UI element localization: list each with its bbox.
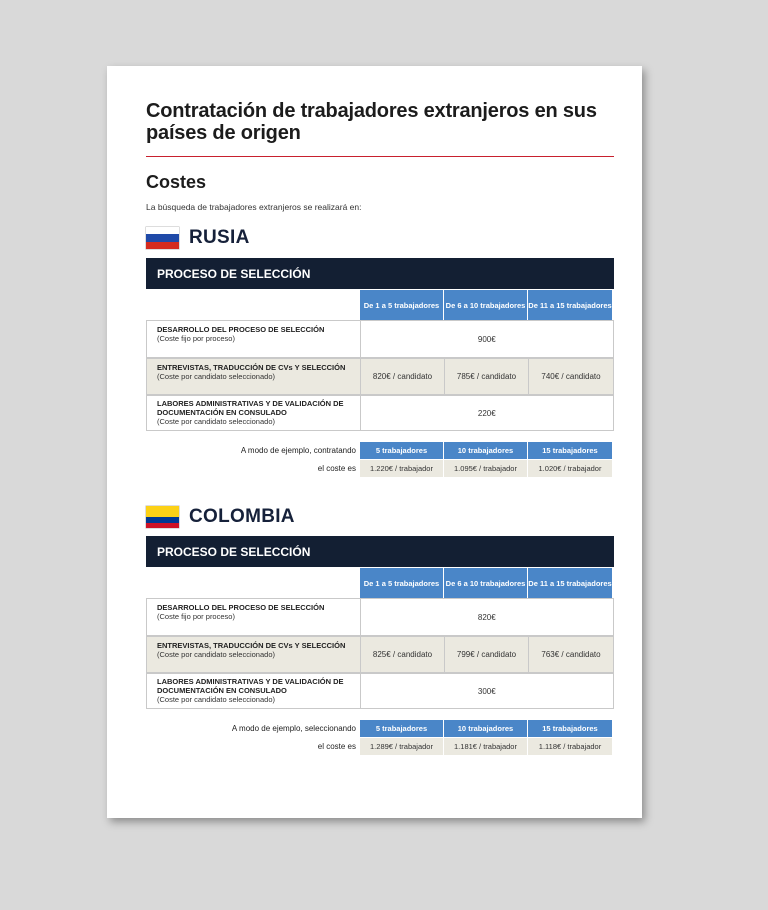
table-header <box>360 568 612 598</box>
row-title: DESARROLLO DEL PROCESO DE SELECCIÓN <box>157 325 325 334</box>
table-row <box>146 636 614 673</box>
row-label <box>147 674 361 708</box>
example-values-row <box>146 738 614 755</box>
table-row <box>146 598 614 636</box>
row-title: ENTREVISTAS, TRADUCCIÓN DE CVs Y SELECCIÓN <box>157 641 346 650</box>
row-title: LABORES ADMINISTRATIVAS Y DE VALIDACIÓN DE DOCUMENTACIÓN EN CONSULADO <box>157 399 344 417</box>
example-header: 5 trabajadores <box>360 442 444 459</box>
example-header-row <box>146 442 614 459</box>
example-header: 5 trabajadores <box>360 720 444 737</box>
example-value: 1.095€ / trabajador <box>444 460 528 477</box>
row-label <box>147 599 361 635</box>
table-cell: 785€ / candidato <box>445 359 529 394</box>
page-title: Contratación de trabajadores extranjeros en sus países de origen <box>146 100 597 144</box>
intro-text: La búsqueda de trabajadores extranjeros se realizará en: <box>146 202 362 212</box>
row-label <box>147 359 361 394</box>
example-header: 15 trabajadores <box>528 442 612 459</box>
column-header: De 6 a 10 trabajadores <box>444 290 528 320</box>
table-row <box>146 673 614 709</box>
table-cell: 300€ <box>477 686 496 696</box>
table-row <box>146 358 614 395</box>
example-value: 1.289€ / trabajador <box>360 738 444 755</box>
colombia-flag-icon <box>146 506 179 528</box>
column-header: De 1 a 5 trabajadores <box>360 290 444 320</box>
row-subtitle: (Coste fijo por proceso) <box>157 334 235 343</box>
example-label: A modo de ejemplo, contratando <box>240 446 356 455</box>
example-value: 1.181€ / trabajador <box>444 738 528 755</box>
table-cell: 900€ <box>477 334 496 344</box>
table-cell: 799€ / candidato <box>445 637 529 672</box>
row-label <box>147 637 361 672</box>
column-header: De 1 a 5 trabajadores <box>360 568 444 598</box>
country-heading-colombia <box>146 505 295 529</box>
row-subtitle: (Coste fijo por proceso) <box>157 612 235 621</box>
country-name: COLOMBIA <box>189 506 295 527</box>
russia-flag-icon <box>146 227 179 249</box>
table-cell: 740€ / candidato <box>541 372 601 381</box>
row-label <box>147 321 361 357</box>
row-subtitle: (Coste por candidato seleccionado) <box>157 650 275 659</box>
row-title: ENTREVISTAS, TRADUCCIÓN DE CVs Y SELECCIÓN <box>157 363 346 372</box>
country-heading-rusia <box>146 226 250 250</box>
row-title: DESARROLLO DEL PROCESO DE SELECCIÓN <box>157 603 325 612</box>
example-values-row <box>146 460 614 477</box>
example-value: 1.118€ / trabajador <box>528 738 612 755</box>
example-value: 1.220€ / trabajador <box>360 460 444 477</box>
column-header: De 11 a 15 trabajadores <box>528 568 612 598</box>
table-cell: 220€ <box>477 408 496 418</box>
cost-label: el coste es <box>317 742 356 751</box>
table-cell: 820€ / candidato <box>361 359 445 394</box>
example-header: 10 trabajadores <box>444 720 528 737</box>
table-cell: 825€ / candidato <box>361 637 445 672</box>
process-title-bar: PROCESO DE SELECCIÓN <box>146 536 614 567</box>
column-header: De 6 a 10 trabajadores <box>444 568 528 598</box>
table-row <box>146 395 614 431</box>
row-label <box>147 396 361 430</box>
section-title: Costes <box>146 172 207 192</box>
column-header: De 11 a 15 trabajadores <box>528 290 612 320</box>
row-title: LABORES ADMINISTRATIVAS Y DE VALIDACIÓN DE DOCUMENTACIÓN EN CONSULADO <box>157 677 344 695</box>
document-page <box>107 66 642 818</box>
example-value: 1.020€ / trabajador <box>528 460 612 477</box>
row-subtitle: (Coste por candidato seleccionado) <box>157 372 275 381</box>
country-name: RUSIA <box>189 227 250 248</box>
title-divider <box>146 156 614 157</box>
table-cell: 820€ <box>477 612 496 622</box>
example-label: A modo de ejemplo, seleccionando <box>231 724 356 733</box>
table-row <box>146 320 614 358</box>
table-cell: 763€ / candidato <box>541 650 601 659</box>
row-subtitle: (Coste por candidato seleccionado) <box>157 695 275 704</box>
table-header <box>360 290 612 320</box>
example-header: 10 trabajadores <box>444 442 528 459</box>
row-subtitle: (Coste por candidato seleccionado) <box>157 417 275 426</box>
cost-label: el coste es <box>317 464 356 473</box>
example-header: 15 trabajadores <box>528 720 612 737</box>
example-header-row <box>146 720 614 737</box>
process-title-bar: PROCESO DE SELECCIÓN <box>146 258 614 289</box>
